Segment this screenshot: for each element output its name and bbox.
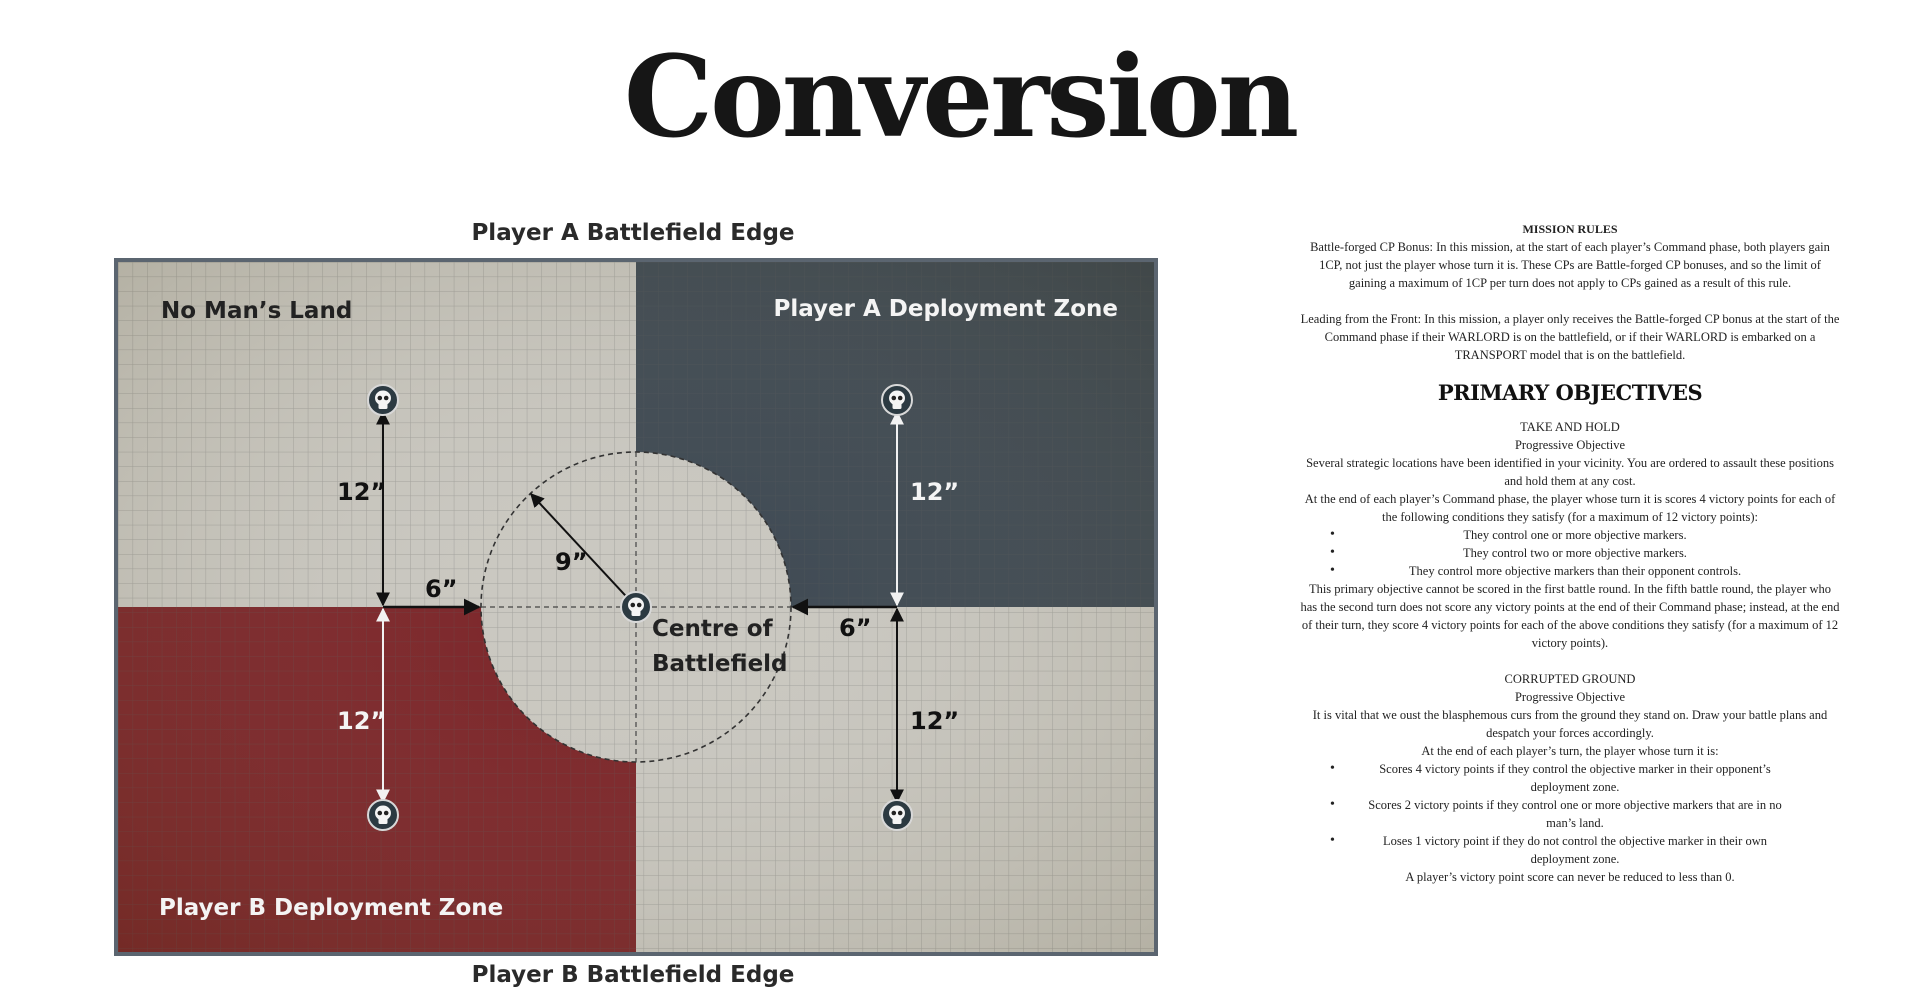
skull-icon — [368, 800, 398, 830]
take-and-hold-type: Progressive Objective — [1514, 438, 1626, 452]
page-title: Conversion — [623, 32, 1297, 163]
radius-label: 9” — [555, 548, 588, 576]
dist-6-left-label: 6” — [425, 575, 458, 603]
no-mans-land-label: No Man’s Land — [161, 298, 353, 324]
corrupted-ground-scoring: At the end of each player’s turn, the player whose turn it is: — [1421, 744, 1719, 758]
list-item: • Scores 2 victory points if they control one or more objective markers that are in no man’s land. — [1300, 796, 1840, 832]
list-item: • They control more objective markers than their opponent controls. — [1300, 562, 1840, 580]
player-a-edge-label: Player A Battlefield Edge — [471, 220, 795, 246]
dist-12-tr-label: 12” — [910, 478, 960, 506]
dist-12-tl-label: 12” — [337, 478, 387, 506]
leading-front-rule: Leading from the Front: In this mission, a player only receives the Battle-forged CP bonus at the start of the Command phase if their WARLORD is on the battlefield, or if their WARLORD is embarked on a TRANSPORT model that is on the battlefield. — [1300, 312, 1840, 362]
corrupted-ground-intro: It is vital that we oust the blasphemous curs from the ground they stand on. Draw your battle plans and despatch your forces accordingly. — [1312, 708, 1828, 740]
corrupted-ground-footer: A player’s victory point score can never be reduced to less than 0. — [1405, 870, 1735, 884]
list-item: • Scores 4 victory points if they control the objective marker in their opponent’s deployment zone. — [1300, 760, 1840, 796]
take-and-hold-footer: This primary objective cannot be scored in the first battle round. In the fifth battle round, the player who has the second turn does not score any victory points at the end of their Command phase; instead, at the end of their turn, they score 4 victory points for each of the above conditions they satisfy (for a maximum of 12 victory points). — [1300, 582, 1840, 650]
mission-rules-panel — [1300, 220, 1840, 886]
take-and-hold-scoring: At the end of each player’s Command phase, the player whose turn it is scores 4 victory points for each of the following conditions they satisfy (for a maximum of 12 victory points): — [1304, 492, 1836, 524]
mission-rules-heading: MISSION RULES — [1522, 222, 1618, 236]
player-b-zone-label: Player B Deployment Zone — [159, 895, 504, 921]
list-item: • Loses 1 victory point if they do not control the objective marker in their own deployment zone. — [1300, 832, 1840, 868]
take-and-hold-name: TAKE AND HOLD — [1520, 420, 1620, 434]
player-a-zone-label: Player A Deployment Zone — [773, 296, 1118, 322]
dist-6-right-label: 6” — [839, 614, 872, 642]
list-item: • They control one or more objective markers. — [1300, 526, 1840, 544]
player-b-edge-label: Player B Battlefield Edge — [471, 962, 795, 988]
centre-label-line2: Battlefield — [652, 651, 788, 677]
skull-icon — [368, 385, 398, 415]
battle-forged-rule: Battle-forged CP Bonus: In this mission, at the start of each player’s Command phase, both players gain 1CP, not just the player whose turn it is. These CPs are Battle-forged CP bonuses, and so the limit of gaining a maximum of 1CP per turn does not apply to CPs gained as a result of this rule. — [1310, 240, 1830, 290]
dist-12-bl-label: 12” — [337, 707, 387, 735]
centre-label-line1: Centre of — [652, 616, 773, 642]
take-and-hold-intro: Several strategic locations have been identified in your vicinity. You are ordered to assault these positions and hold them at any cost. — [1306, 456, 1834, 488]
skull-icon — [882, 800, 912, 830]
skull-icon — [621, 592, 651, 622]
corrupted-ground-type: Progressive Objective — [1514, 690, 1626, 704]
list-item: • They control two or more objective markers. — [1300, 544, 1840, 562]
skull-icon — [882, 385, 912, 415]
corrupted-ground-name: CORRUPTED GROUND — [1504, 672, 1636, 686]
primary-objectives-heading: PRIMARY OBJECTIVES — [1437, 380, 1703, 405]
dist-12-br-label: 12” — [910, 707, 960, 735]
